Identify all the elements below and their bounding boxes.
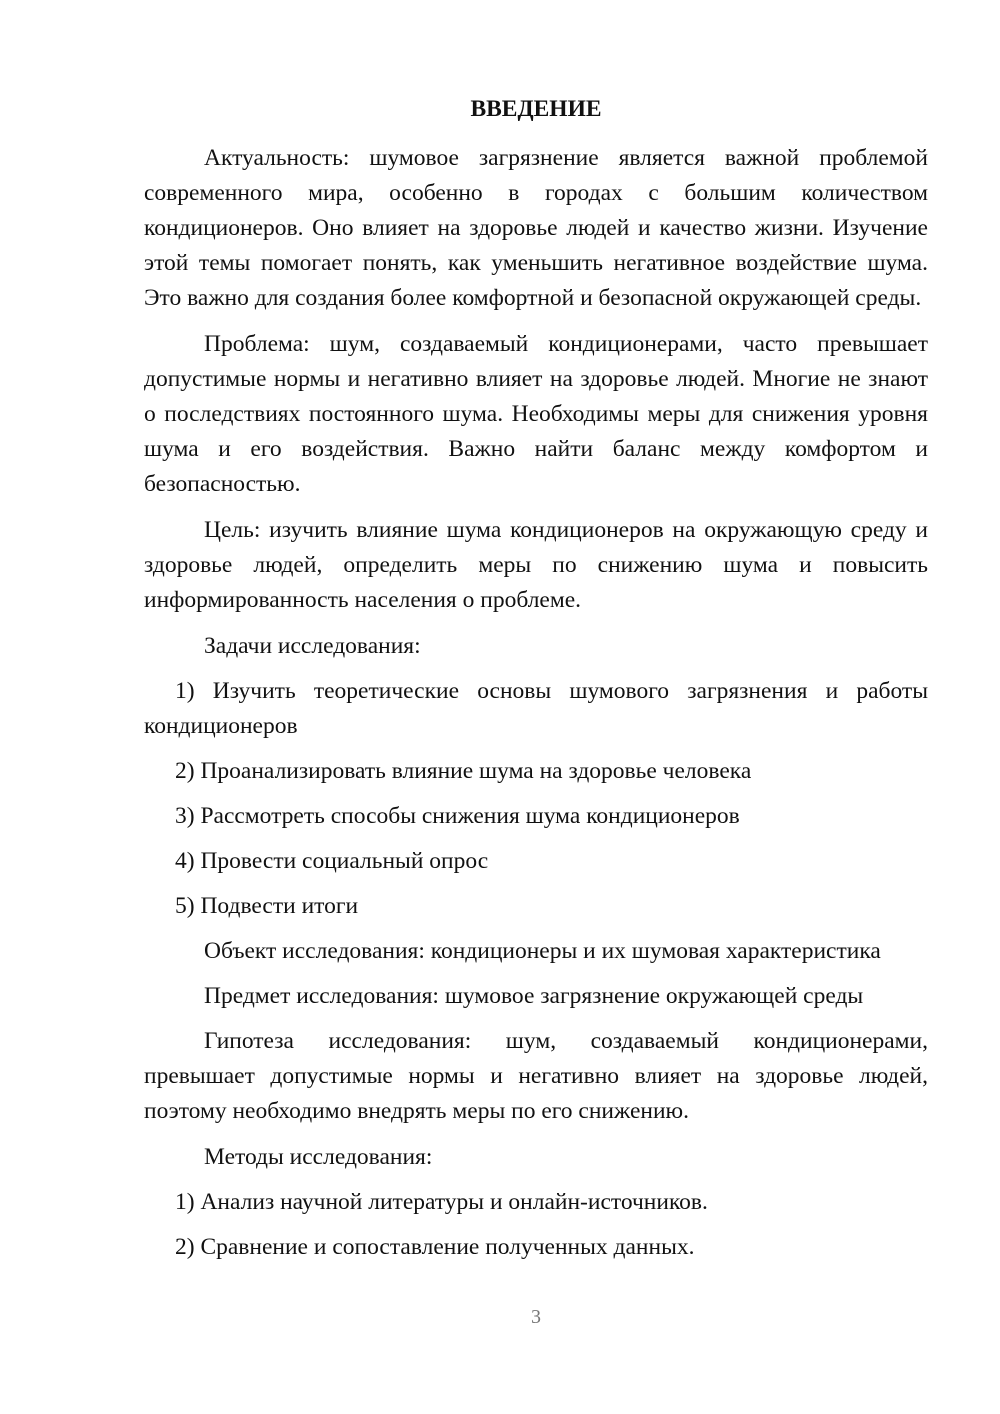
paragraph-relevance: Актуальность: шумовое загрязнение является важной проблемой современного мира, особенно в городах с большим количеством кондиционеров. Оно влияет на здоровье людей и качество жизни. Изучение этой темы помогает понять, как уменьшить негативное воздействие шума. Это важно для создания более комфортной и безопасной окружающей среды. — [144, 145, 928, 311]
paragraph-subject: Предмет исследования: шумовое загрязнение окружающей среды — [204, 983, 864, 1009]
paragraph-goal: Цель: изучить влияние шума кондиционеров на окружающую среду и здоровье людей, определить меры по снижению шума и повысить информированность населения о проблеме. — [144, 517, 928, 613]
tasks-heading: Задачи исследования: — [204, 633, 421, 659]
page-number: 3 — [531, 1306, 541, 1328]
document-page — [144, 92, 928, 1275]
task-item-1: 1) Изучить теоретические основы шумового загрязнения и работы кондиционеров — [144, 678, 928, 739]
methods-heading: Методы исследования: — [204, 1144, 433, 1170]
method-item-2: 2) Сравнение и сопоставление полученных данных. — [175, 1234, 695, 1260]
paragraph-hypothesis: Гипотеза исследования: шум, создаваемый кондиционерами, превышает допустимые нормы и негативно влияет на здоровье людей, поэтому необходимо внедрять меры по его снижению. — [144, 1028, 928, 1124]
task-item-2: 2) Проанализировать влияние шума на здоровье человека — [175, 758, 752, 784]
paragraph-problem: Проблема: шум, создаваемый кондиционерами, часто превышает допустимые нормы и негативно влияет на здоровье людей. Многие не знают о последствиях постоянного шума. Необходимы меры для снижения уровня шума и его воздействия. Важно найти баланс между комфортом и безопасностью. — [144, 331, 928, 497]
task-item-3: 3) Рассмотреть способы снижения шума кондиционеров — [175, 803, 740, 829]
task-item-4: 4) Провести социальный опрос — [175, 848, 489, 874]
section-title: ВВЕДЕНИЕ — [470, 96, 602, 122]
task-item-5: 5) Подвести итоги — [175, 893, 359, 919]
method-item-1: 1) Анализ научной литературы и онлайн-источников. — [175, 1189, 708, 1215]
paragraph-object: Объект исследования: кондиционеры и их шумовая характеристика — [204, 938, 881, 964]
